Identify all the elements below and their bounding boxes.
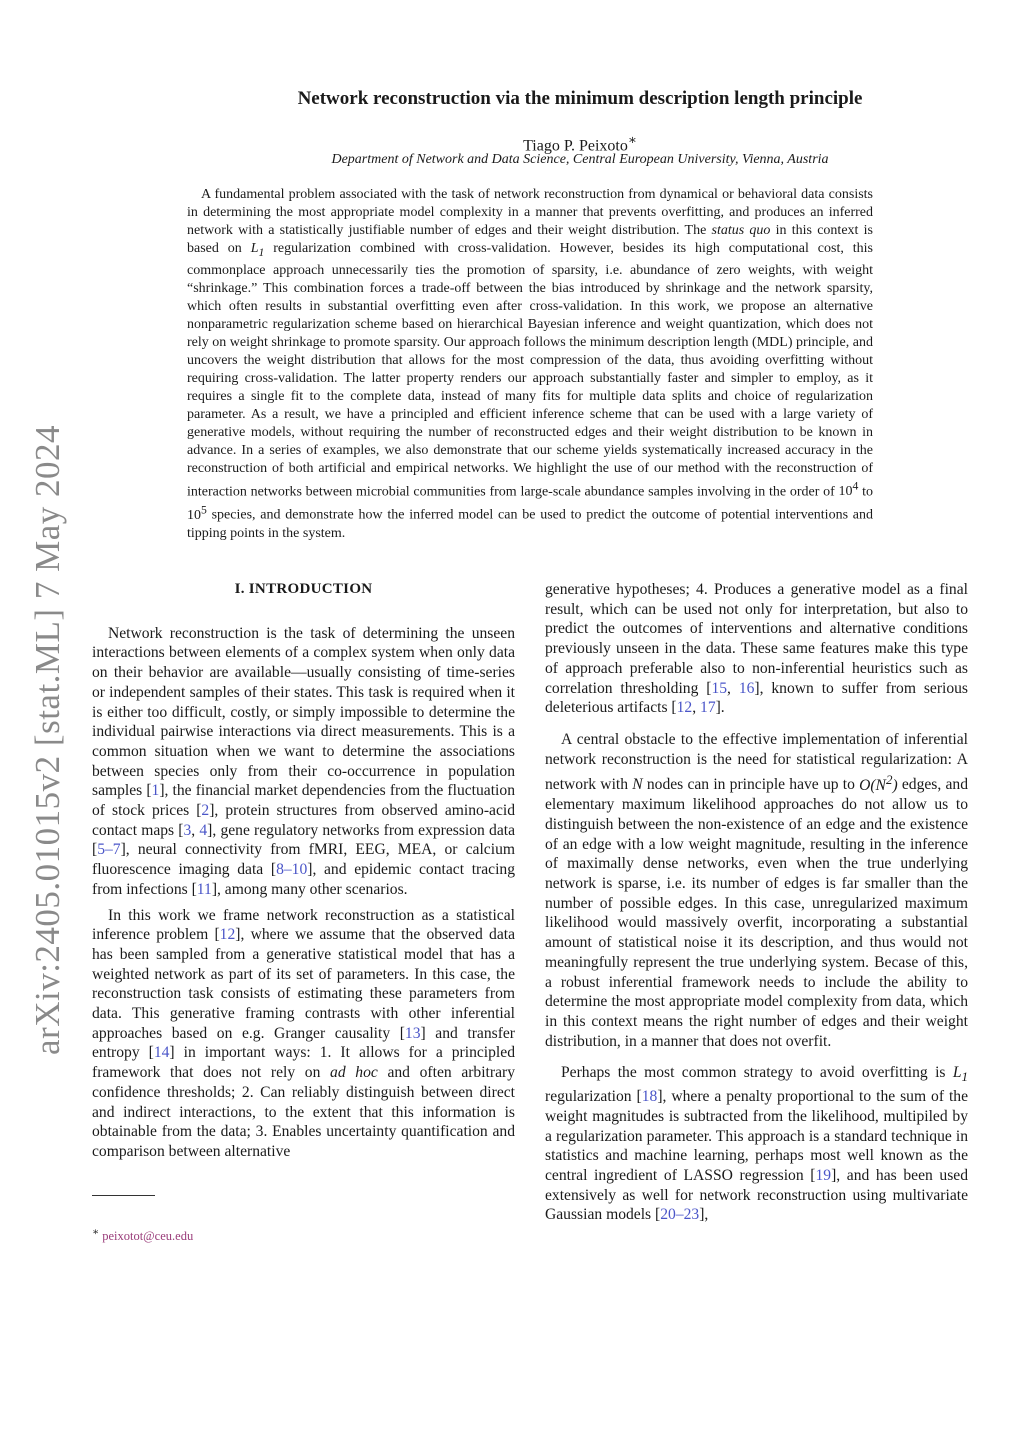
right-column	[545, 580, 968, 1231]
citation-link[interactable]: 13	[404, 1024, 421, 1042]
citation-link[interactable]: 14	[153, 1044, 170, 1062]
citation-link[interactable]: 8–10	[276, 861, 308, 879]
abstract-paragraph: A fundamental problem associated with the task of network reconstruction from dynamical or behavioral data consists in determining the most appropriate model complexity in a manner that prevents overfitting, and produces an inferred network with a statistically justifiable number of edges and their weight distribution. The status quo in this context is based on $L_1$ regularization combined with cross-validation. However, besides its high computational cost, this commonplace approach unnecessarily ties the promotion of sparsity, i.e. abundance of zero weights, with weight “shrinkage.” This combination forces a trade-off between the bias introduced by shrinkage and the network sparsity, which often results in substantial overfitting even after cross-validation. In this work, we propose an alternative nonparametric regularization scheme based on hierarchical Bayesian inference and weight quantization, which does not rely on weight shrinkage to promote sparsity. Our approach follows the minimum description length (MDL) principle, and uncovers the weight distribution that allows for the most compression of the data, thus avoiding overfitting without requiring cross-validation. The latter property renders our approach substantially faster and simpler to employ, as it requires a single fit to the complete data, instead of many fits for multiple data splits and choice of regularization parameter. As a result, we have a principled and efficient inference scheme that can be used with a large variety of generative models, without requiring the number of reconstructed edges and their weight distribution to be known in advance. In a series of examples, we also demonstrate that our scheme yields systematically increased accuracy in the reconstruction of both artificial and empirical networks. We highlight the use of our method with the reconstruction of interaction networks between microbial communities from large-scale abundance samples involving in the order of $10^4$ to $10^5$ species, and demonstrate how the inferred model can be used to predict the outcome of potential interventions and tipping points in the system.	[187, 187, 873, 542]
citation-link[interactable]: 18	[641, 1088, 658, 1106]
citation-link[interactable]: 19	[815, 1166, 832, 1184]
affiliation: Department of Network and Data Science, Central European University, Vienna, Austria	[331, 152, 829, 167]
citation-link[interactable]: 4	[199, 821, 208, 839]
arxiv-sidebar-stamp	[28, 400, 68, 1080]
citation-link[interactable]: 16	[738, 679, 755, 697]
arxiv-identifier: arXiv:2405.01015v2 [stat.ML] 7 May 2024	[28, 425, 68, 1055]
intro-paragraph-1: Network reconstruction is the task of determining the unseen interactions between elements of a complex system when only data on their behavior are available—usually consisting of time-series or independent samples of their states. This task is required when it is either too difficult, costly, or simply impossible to determine the individual pairwise interactions via direct measurements. This is a common situation when we want to determine the associations between species only from their co-occurrence in population samples [1], the financial market dependencies from the fluctuation of stock prices [2], protein structures from observed amino-acid contact maps [3, 4], gene regulatory networks from expression data [5–7], neural connectivity from fMRI, EEG, MEA, or calcium fluorescence imaging data [8–10], and epidemic contact tracing from infections [11], among many other scenarios.	[92, 624, 515, 898]
power-10-4: $10^4$	[838, 479, 859, 500]
big-o-expression: $O(N^2)$	[859, 771, 898, 794]
intro-paragraph-3: A central obstacle to the effective implementation of inferential network reconstruction is the need for statistical regularization: A network with N nodes can in principle have up to $O(N^2)$ edges, and elementary maximum likelihood approaches do not allow us to distinguish between the non-existence of an edge and the existence of an edge with a low weight magnitude, resulting in the inference of maximally dense networks, even when the true underlying network is sparse, i.e. its number of edges is far smaller than the number of possible edges. In this case, unregularized maximum likelihood would massively overfit, incorporating a substantial amount of statistical noise it its description, and thus would not meaningfully represent the true underlying system. Becase of this, a robust inferential framework needs to include the ability to determine the most appropriate model complexity from data, which in this context means the right number of edges and their weight distribution, in a manner that does not overfit.	[545, 730, 968, 1050]
citation-link[interactable]: 2	[201, 802, 210, 820]
power-10-5: $10^5$	[187, 503, 207, 524]
citation-link[interactable]: 1	[151, 782, 160, 800]
intro-paragraph-4: Perhaps the most common strategy to avoid overfitting is $L_1$ regularization [18], where a penalty proportional to the sum of the weight magnitudes is subtracted from the likelihood, multipiled by a regularization parameter. This approach is a standard technique in statistics and machine learning, perhaps most well known as the central ingredient of LASSO regression [19], and has been used extensively as well for network reconstruction using multivariate Gaussian models [20–23],	[545, 1064, 968, 1224]
intro-paragraph-2: In this work we frame network reconstruction as a statistical inference problem [12], where we assume that the observed data has been sampled from a generative statistical model that has a weighted network as part of its set of parameters. In this case, the reconstruction task consists of estimating these parameters from data. This generative framing contrasts with other inferential approaches based on e.g. Granger causality [13] and transfer entropy [14] in important ways: 1. It allows for a principled framework that does not rely on ad hoc and often arbitrary confidence thresholds; 2. Can reliably distinguish between direct and indirect interactions, to the extent that this information is obtainable from the data; 3. Enables uncertainty quantification and comparison between alternative	[92, 906, 516, 1160]
citation-link[interactable]: 12	[219, 926, 236, 944]
left-column	[92, 580, 515, 1168]
section-heading-introduction: I. INTRODUCTION	[234, 581, 373, 597]
n-symbol: N	[632, 776, 643, 794]
status-quo-emphasis: status quo	[711, 223, 771, 238]
citation-link[interactable]: 15	[711, 679, 728, 697]
abstract	[187, 186, 873, 543]
footnote	[92, 1226, 193, 1244]
intro-paragraph-2-continued: generative hypotheses; 4. Produces a generative model as a final result, which can be used not only for interpretation, but also to predict the outcomes of interventions and alternative conditions previously unseen in the data. These same features make this type of approach preferable also to non-inferential heuristics such as correlation thresholding [15, 16], known to suffer from serious deleterious artifacts [12, 17].	[545, 581, 969, 717]
citation-link[interactable]: 17	[700, 699, 716, 717]
footnote-mark: ∗	[92, 1227, 100, 1238]
author-footnote-mark[interactable]: ∗	[627, 132, 637, 147]
citation-link[interactable]: 12	[676, 699, 693, 717]
l1-symbol: $L_1$	[250, 241, 265, 259]
l1-symbol: $L_1$	[952, 1064, 968, 1085]
citation-link[interactable]: 11	[196, 880, 212, 898]
citation-link[interactable]: 20–23	[660, 1206, 700, 1224]
citation-link[interactable]: 3	[183, 821, 192, 839]
author-email-link[interactable]: peixotot@ceu.edu	[102, 1229, 194, 1244]
paper-title: Network reconstruction via the minimum description length principle	[297, 88, 863, 109]
footnote-divider	[92, 1195, 155, 1196]
author-name: Tiago P. Peixoto	[523, 137, 628, 155]
ad-hoc-emphasis: ad hoc	[330, 1064, 378, 1082]
citation-link[interactable]: 5–7	[97, 841, 121, 859]
